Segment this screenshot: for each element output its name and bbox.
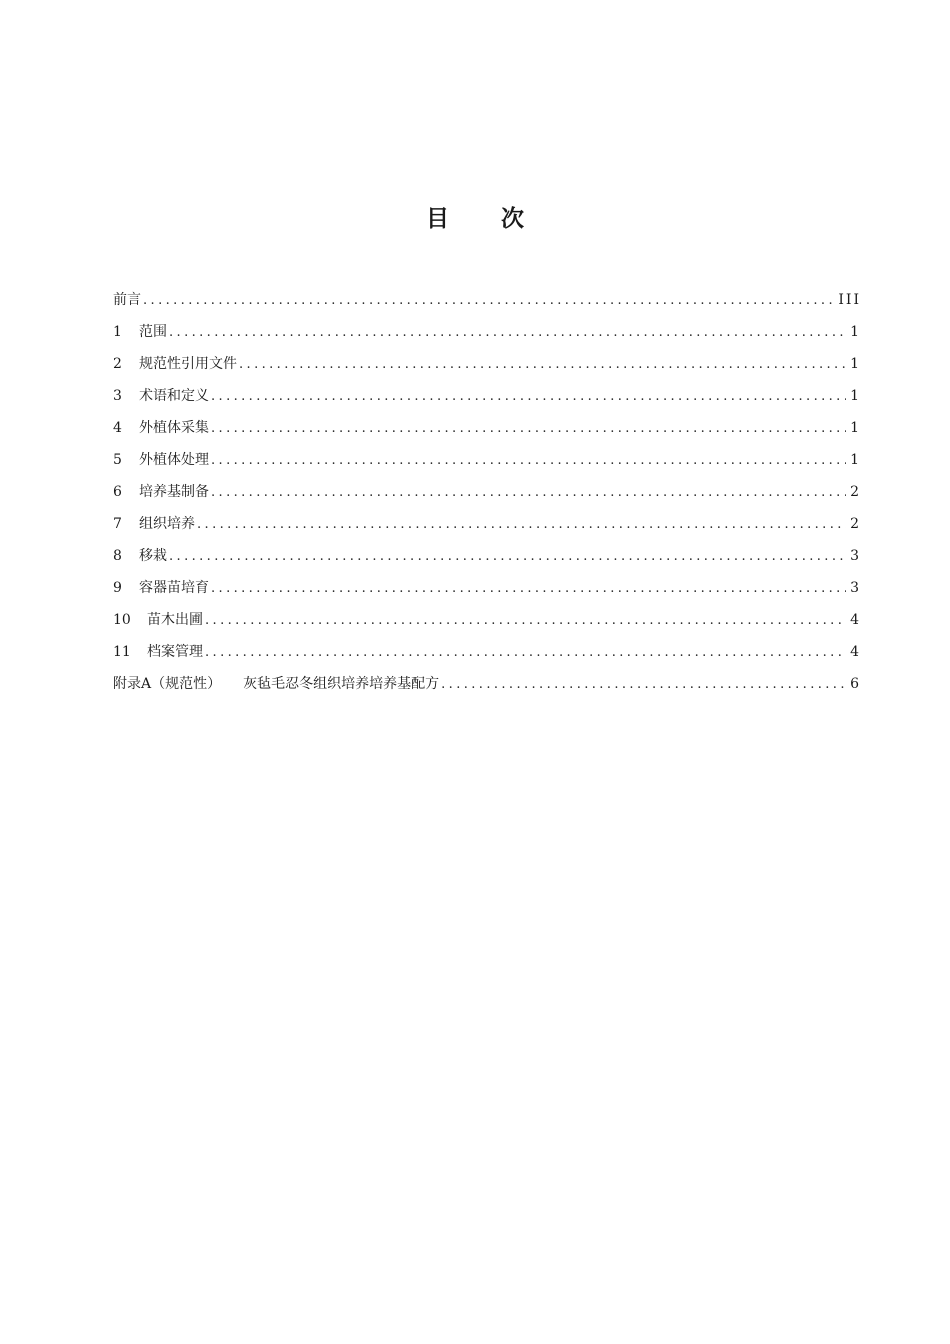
toc-label <box>113 668 439 700</box>
toc-leader <box>211 445 846 477</box>
toc-leader <box>197 509 846 541</box>
toc-leader <box>205 605 846 637</box>
toc-number: 1 <box>113 324 122 340</box>
toc-label: 档案管理 <box>147 644 203 660</box>
toc-number: 10 <box>113 612 131 628</box>
toc-label: 苗木出圃 <box>147 612 203 628</box>
appendix-title: 灰毡毛忍冬组织培养培养基配方 <box>243 676 440 692</box>
toc-number: 7 <box>113 516 122 532</box>
toc-number: 6 <box>113 484 122 500</box>
toc-entry-3[interactable] <box>113 380 859 412</box>
title-char-2: 次 <box>501 206 524 232</box>
toc-page-number: 4 <box>850 612 861 628</box>
toc-entry-appendix-a[interactable] <box>113 668 859 700</box>
toc-label: 外植体采集 <box>139 420 209 436</box>
toc-label: 外植体处理 <box>139 452 209 468</box>
toc-leader <box>205 637 846 669</box>
toc-entry-1[interactable] <box>113 316 859 348</box>
toc-page-number: III <box>838 292 861 308</box>
toc-entry-6[interactable] <box>113 476 859 508</box>
toc-number: 3 <box>113 388 122 404</box>
toc-entry-9[interactable] <box>113 572 859 604</box>
toc-page-number: 3 <box>850 548 861 564</box>
toc-number: 9 <box>113 580 122 596</box>
toc-number: 5 <box>113 452 122 468</box>
toc-entry-8[interactable] <box>113 540 859 572</box>
table-of-contents <box>113 284 859 700</box>
toc-page-number: 1 <box>850 420 861 436</box>
toc-page-number: 6 <box>850 676 861 692</box>
toc-page-number: 1 <box>850 388 861 404</box>
toc-leader <box>211 477 846 509</box>
toc-page-number: 1 <box>850 452 861 468</box>
toc-entry-10[interactable] <box>113 604 859 636</box>
toc-entry-4[interactable] <box>113 412 859 444</box>
toc-label: 规范性引用文件 <box>139 356 237 372</box>
toc-page-number: 1 <box>850 356 861 372</box>
toc-label: 范围 <box>139 324 167 340</box>
toc-page-number: 2 <box>850 516 861 532</box>
toc-leader <box>211 381 846 413</box>
toc-label: 容器苗培育 <box>139 580 209 596</box>
toc-leader <box>169 541 846 573</box>
toc-label: 培养基制备 <box>139 484 209 500</box>
appendix-designation: 附录A（规范性） <box>113 676 222 692</box>
toc-page-number: 1 <box>850 324 861 340</box>
toc-entry-7[interactable] <box>113 508 859 540</box>
toc-label: 移栽 <box>139 548 167 564</box>
page-title <box>0 200 950 233</box>
toc-label: 前言 <box>113 292 141 308</box>
toc-number: 11 <box>113 644 131 660</box>
toc-leader <box>169 317 846 349</box>
toc-page-number: 3 <box>850 580 861 596</box>
toc-page-number: 4 <box>850 644 861 660</box>
toc-leader <box>143 285 834 317</box>
toc-entry-11[interactable] <box>113 636 859 668</box>
toc-entry-5[interactable] <box>113 444 859 476</box>
toc-entry-2[interactable] <box>113 348 859 380</box>
toc-leader <box>239 349 846 381</box>
toc-page-number: 2 <box>850 484 861 500</box>
toc-entry-foreword[interactable] <box>113 284 859 316</box>
toc-leader <box>441 669 846 701</box>
toc-label: 组织培养 <box>139 516 195 532</box>
toc-number: 4 <box>113 420 122 436</box>
title-char-1: 目 <box>426 206 449 232</box>
toc-leader <box>211 573 846 605</box>
toc-label: 术语和定义 <box>139 388 209 404</box>
toc-leader <box>211 413 846 445</box>
toc-number: 2 <box>113 356 122 372</box>
toc-number: 8 <box>113 548 122 564</box>
